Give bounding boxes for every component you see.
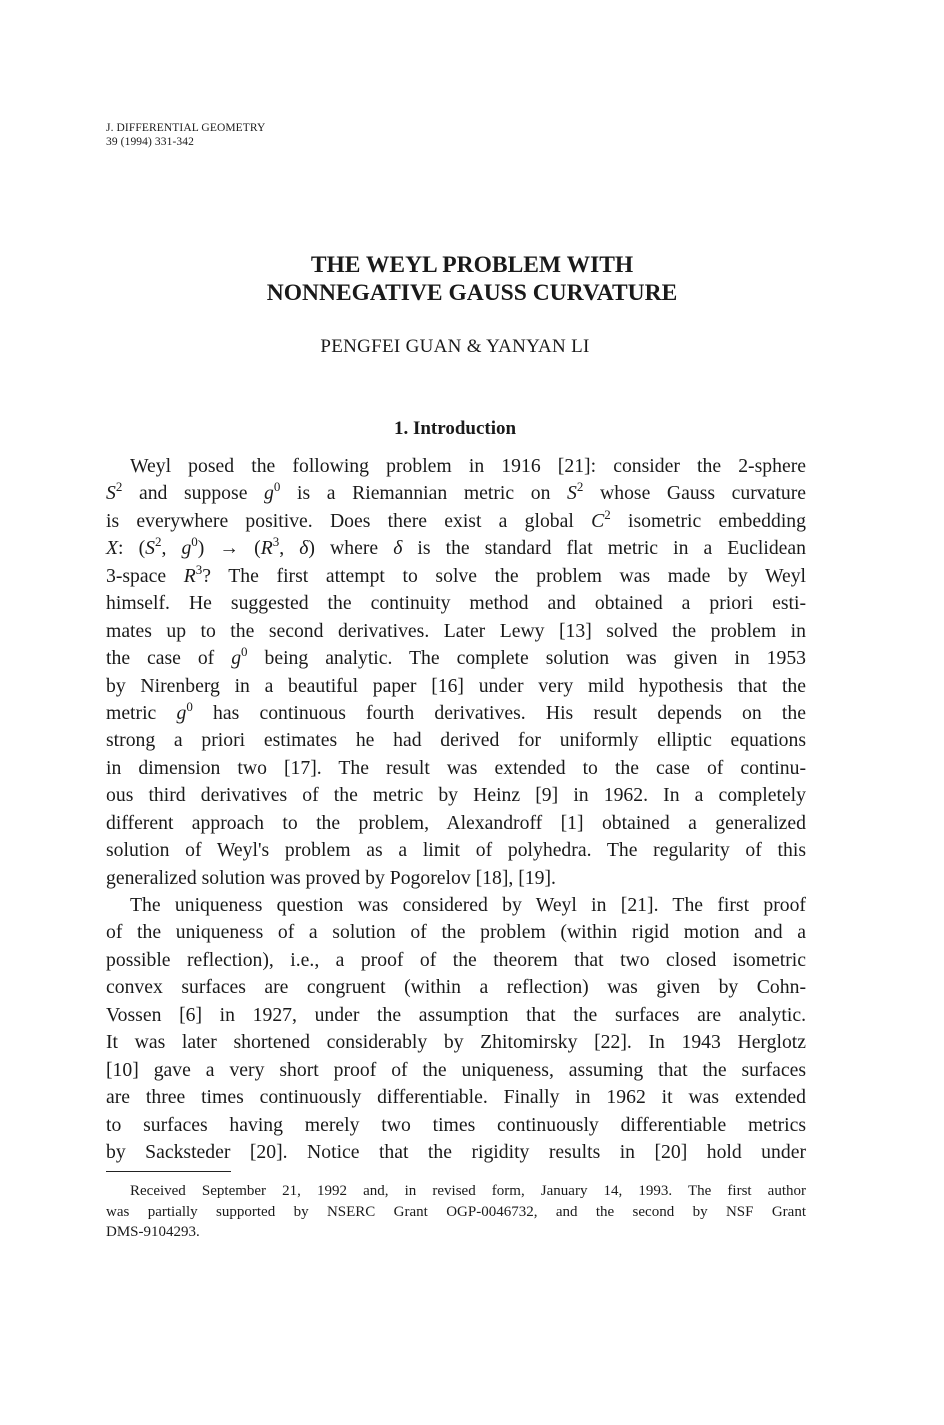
paragraph-2-line: to surfaces having merely two times continuously differentiable metrics xyxy=(106,1113,806,1136)
journal-volume: 39 (1994) 331-342 xyxy=(106,136,194,148)
paragraph-2-line: The uniqueness question was considered by Weyl in [21]. The first proof xyxy=(130,894,806,916)
paragraph-1-line: metric $g^0$ has continuous fourth derivatives. His result depends on the xyxy=(106,698,806,724)
paper-title xyxy=(0,251,944,307)
title-line-1: THE WEYL PROBLEM WITH xyxy=(310,252,634,278)
paragraph-2-line: of the uniqueness of a solution of the problem (within rigid motion and a xyxy=(106,921,806,944)
journal-header xyxy=(106,121,265,149)
footnote-line: was partially supported by NSERC Grant OGP-0046732, and the second by NSF Grant xyxy=(106,1203,806,1220)
paragraph-1-line: X: ($S^2$, $g^0) \to (R^3$, δ) where δ is the standard flat metric in a Euclidean xyxy=(106,534,806,560)
footnote-line: DMS-9104293. xyxy=(106,1224,200,1240)
title-line-2: NONNEGATIVE GAUSS CURVATURE xyxy=(266,280,678,306)
paragraph-2-line: possible reflection), i.e., a proof of the theorem that two closed isometric xyxy=(106,948,806,971)
footnote-line: Received September 21, 1992 and, in revised form, January 14, 1993. The first author xyxy=(130,1183,806,1199)
paragraph-2-line: It was later shortened considerably by Zhitomirsky [22]. In 1943 Herglotz xyxy=(106,1031,806,1054)
paragraph-1-line: ous third derivatives of the metric by Heinz [9] in 1962. In a completely xyxy=(106,784,806,807)
paragraph-2-line: [10] gave a very short proof of the uniqueness, assuming that the surfaces xyxy=(106,1058,806,1081)
paragraph-2-line: by Sacksteder [20]. Notice that the rigidity results in [20] hold under xyxy=(106,1140,806,1163)
journal-name: J. DIFFERENTIAL GEOMETRY xyxy=(106,122,266,134)
footnote-rule xyxy=(106,1171,231,1172)
paragraph-1-line: by Nirenberg in a beautiful paper [16] under very mild hypothesis that the xyxy=(106,674,806,697)
paragraph-1-line: the case of $g^0$ being analytic. The complete solution was given in 1953 xyxy=(106,644,807,670)
paragraph-1-line: strong a priori estimates he had derived for uniformly elliptic equations xyxy=(106,729,806,752)
body-text xyxy=(106,453,806,1166)
paragraph-1-line: is everywhere positive. Does there exist a global $C^2$ isometric embedding xyxy=(106,506,806,532)
paragraph-1-line: 3-space $R^3$? The first attempt to solve the problem was made by Weyl xyxy=(106,561,807,587)
paragraph-2-line: convex surfaces are congruent (within a reflection) was given by Cohn- xyxy=(106,976,806,999)
paragraph-1-line: generalized solution was proved by Pogorelov [18], [19]. xyxy=(106,866,556,889)
paragraph-1-line: $S^2$ and suppose $g^0$ is a Riemannian metric on $S^2$ whose Gauss curvature xyxy=(106,479,806,505)
footnote xyxy=(106,1181,806,1243)
paragraph-2-line: Vossen [6] in 1927, under the assumption that the surfaces are analytic. xyxy=(106,1003,806,1026)
paragraph-1-line: in dimension two [17]. The result was extended to the case of continu- xyxy=(106,756,806,779)
paragraph-2-line: are three times continuously differentiable. Finally in 1962 it was extended xyxy=(106,1086,806,1109)
section-heading: 1. Introduction xyxy=(393,418,517,439)
authors: PENGFEI GUAN & YANYAN LI xyxy=(320,336,590,357)
paragraph-1-line: Weyl posed the following problem in 1916 [21]: consider the 2-sphere xyxy=(130,455,806,477)
paragraph-1-line: solution of Weyl's problem as a limit of polyhedra. The regularity of this xyxy=(106,839,806,862)
paragraph-1-line: himself. He suggested the continuity method and obtained a priori esti- xyxy=(106,592,806,615)
paragraph-1-line: mates up to the second derivatives. Later Lewy [13] solved the problem in xyxy=(106,619,806,642)
paragraph-1-line: different approach to the problem, Alexandroff [1] obtained a generalized xyxy=(106,811,806,834)
